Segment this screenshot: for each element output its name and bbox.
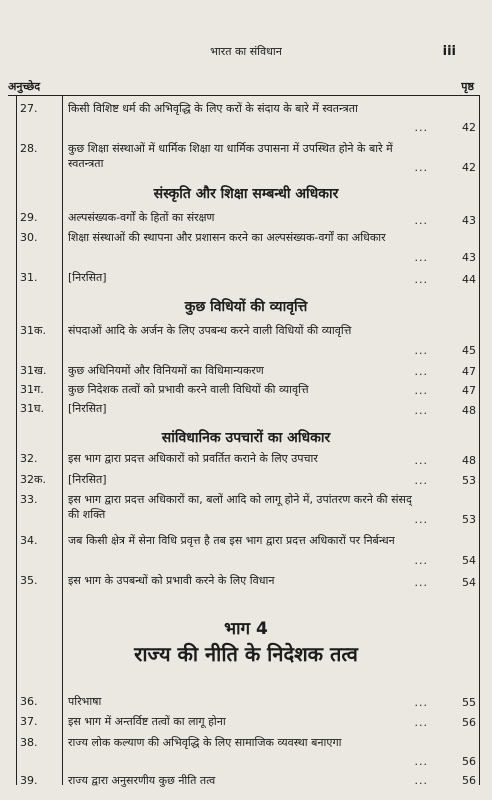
article-title: इस भाग द्वारा प्रदत्त अधिकारों का, बलों आदि को लागू होने में, उपांतरण करने की संसद् की शक्ति [68, 493, 412, 521]
page-ref: 43 [462, 251, 476, 264]
leader-dots: ... [414, 273, 428, 286]
article-number: 31क. [20, 324, 46, 337]
toc-entry [20, 694, 478, 712]
toc-entry [20, 323, 478, 357]
toc-entry [20, 573, 478, 591]
leader-dots: ... [414, 251, 428, 264]
page-ref: 47 [462, 384, 476, 397]
article-number: 37. [20, 715, 38, 728]
column-header [4, 79, 480, 95]
section-heading: सांविधानिक उपचारों का अधिकार [161, 430, 331, 446]
article-number: 32क. [20, 473, 46, 486]
page-ref: 54 [462, 576, 476, 589]
toc-entry [20, 141, 478, 175]
article-number: 38. [20, 736, 38, 749]
leader-dots: ... [414, 214, 428, 227]
page-column-label: पृष्ठ [461, 80, 474, 93]
article-title: कुछ अधिनियमों और विनियमों का विधिमान्यकरण [68, 364, 264, 377]
leader-dots: ... [414, 344, 428, 357]
toc-entry [20, 472, 478, 490]
left-border [16, 95, 17, 785]
article-title: [निरसित] [68, 473, 107, 486]
article-number: 31ग. [20, 383, 44, 396]
article-number: 33. [20, 493, 38, 506]
page-ref: 45 [462, 344, 476, 357]
article-number: 31घ. [20, 402, 44, 415]
article-title: [निरसित] [68, 402, 107, 415]
article-title: परिभाषा [68, 695, 102, 708]
leader-dots: ... [414, 755, 428, 768]
page-ref: 56 [462, 774, 476, 787]
page-ref: 48 [462, 454, 476, 467]
leader-dots: ... [414, 554, 428, 567]
toc-entry [20, 492, 478, 526]
article-number: 34. [20, 534, 38, 547]
leader-dots: ... [414, 696, 428, 709]
page-ref: 42 [462, 121, 476, 134]
toc-entry [20, 735, 478, 769]
toc-entry [20, 101, 478, 135]
page-ref: 48 [462, 404, 476, 417]
toc-entry [20, 451, 478, 469]
article-number: 31ख. [20, 364, 47, 377]
header-rule [8, 95, 480, 96]
article-title: राज्य लोक कल्याण की अभिवृद्धि के लिए सामाजिक व्यवस्था बनाएगा [68, 736, 342, 749]
article-title: संपदाओं आदि के अर्जन के लिए उपबन्ध करने वाली विधियों की व्यावृत्ति [68, 324, 352, 337]
toc-entry [20, 773, 478, 791]
article-number: 27. [20, 102, 38, 115]
leader-dots: ... [414, 365, 428, 378]
page-ref: 55 [462, 696, 476, 709]
article-number: 35. [20, 574, 38, 587]
article-title: इस भाग के उपबन्धों को प्रभावी करने के लिए विधान [68, 574, 275, 587]
article-number: 36. [20, 695, 38, 708]
part-title: राज्य की नीति के निदेशक तत्व [134, 642, 358, 666]
page-ref: 54 [462, 554, 476, 567]
leader-dots: ... [414, 454, 428, 467]
leader-dots: ... [414, 161, 428, 174]
leader-dots: ... [414, 404, 428, 417]
article-number: 31. [20, 271, 38, 284]
toc-entry [20, 533, 478, 567]
toc-entry [20, 401, 478, 419]
leader-dots: ... [414, 474, 428, 487]
leader-dots: ... [414, 513, 428, 526]
page-ref: 56 [462, 755, 476, 768]
article-title: राज्य द्वारा अनुसरणीय कुछ नीति तत्व [68, 774, 216, 787]
article-title: कुछ शिक्षा संस्थाओं में धार्मिक शिक्षा या धार्मिक उपासना में उपस्थित होने के बारे में स्वतन्त्रता [68, 142, 393, 170]
leader-dots: ... [414, 576, 428, 589]
page-ref: 53 [462, 474, 476, 487]
right-border [479, 95, 480, 785]
leader-dots: ... [414, 716, 428, 729]
running-title: भारत का संविधान [210, 45, 282, 58]
article-number: 29. [20, 211, 38, 224]
article-number: 30. [20, 231, 38, 244]
page-ref: 44 [462, 273, 476, 286]
article-title: इस भाग में अन्तर्विष्ट तत्वों का लागू होना [68, 715, 226, 728]
leader-dots: ... [414, 121, 428, 134]
leader-dots: ... [414, 384, 428, 397]
toc-entry [20, 382, 478, 400]
article-number: 39. [20, 774, 38, 787]
article-title: इस भाग द्वारा प्रदत्त अधिकारों को प्रवर्तित कराने के लिए उपचार [68, 452, 318, 465]
article-number: 28. [20, 142, 38, 155]
toc-entry [20, 270, 478, 288]
article-column-label: अनुच्छेद [8, 80, 41, 93]
article-title: अल्पसंख्यक-वर्गों के हितों का संरक्षण [68, 211, 215, 224]
toc-entry [20, 714, 478, 732]
section-heading: संस्कृति और शिक्षा सम्बन्धी अधिकार [153, 186, 339, 202]
page-number: iii [442, 44, 456, 59]
page-ref: 42 [462, 161, 476, 174]
toc-entry [20, 363, 478, 381]
leader-dots: ... [414, 774, 428, 787]
article-number: 32. [20, 452, 38, 465]
page-ref: 53 [462, 513, 476, 526]
page-ref: 56 [462, 716, 476, 729]
article-title: शिक्षा संस्थाओं की स्थापना और प्रशासन करने का अल्पसंख्यक-वर्गों का अधिकार [68, 231, 386, 244]
part-label: भाग 4 [224, 619, 268, 639]
section-heading: कुछ विधियों की व्यावृत्ति [184, 299, 308, 315]
toc-entry [20, 230, 478, 264]
toc-entry [20, 210, 478, 228]
running-header [0, 44, 492, 62]
article-title: [निरसित] [68, 271, 107, 284]
page-ref: 47 [462, 365, 476, 378]
article-title: जब किसी क्षेत्र में सेना विधि प्रवृत्त है तब इस भाग द्वारा प्रदत्त अधिकारों पर निर्बन्धन [68, 534, 395, 547]
article-title: कुछ निदेशक तत्वों को प्रभावी करने वाली विधियों की व्यावृत्ति [68, 383, 309, 396]
page-ref: 43 [462, 214, 476, 227]
article-title: किसी विशिष्ट धर्म की अभिवृद्धि के लिए करों के संदाय के बारे में स्वतन्त्रता [68, 102, 358, 115]
